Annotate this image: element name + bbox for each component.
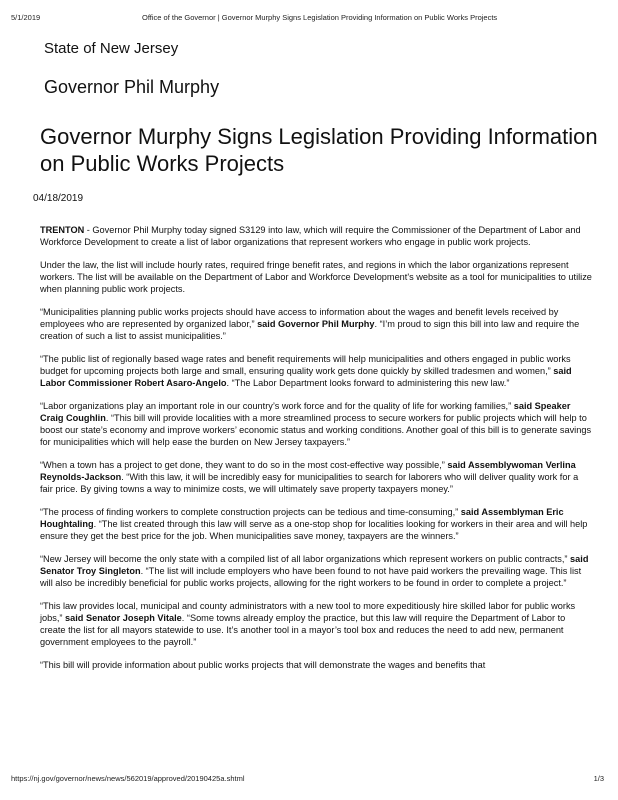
quote-singleton [40,553,592,589]
quote-vitale [40,600,592,648]
print-date: 5/1/2019 [11,13,41,22]
paragraph-truncated [40,659,592,671]
quote-speaker: said Assemblyman Eric Houghtaling [40,507,564,529]
quote-speaker: said Assemblywoman Verlina Reynolds-Jackson [40,460,576,482]
state-name[interactable]: State of New Jersey [44,40,179,57]
quote-text: “The process of finding workers to complete construction projects can be tedious and time-consuming,” [40,507,459,517]
quote-speaker: said Senator Troy Singleton [40,554,589,576]
paragraph-intro [40,224,592,248]
quote-houghtaling [40,506,592,542]
quote-speaker: said Speaker Craig Coughlin [40,401,571,423]
quote-text: . “This bill will provide localities with a more streamlined process to secure workers for public projects which will help to boost our state’s economy and improve workers’ economic status and working conditions. Another goal of this bill is to generate savings for municipalities which will help ease the burden on New Jersey taxpayers.” [40,413,592,447]
paragraph-text: - Governor Phil Murphy today signed S3129 into law, which will require the Commissioner of the Department of Labor and Workforce Development to create a list of labor organizations that represent workers who engage in public work projects. [40,225,581,247]
quote-speaker-coughlin [40,400,592,448]
quote-text: . “The list created through this law will serve as a one-stop shop for localities looking for workers in their area and will help ensure they get the best price for the job. When municipalities save money, taxpayers are the winners.” [40,519,588,541]
print-url: https://nj.gov/governor/news/news/562019/approved/20190425a.shtml [11,774,245,783]
quote-text: . “Some towns already employ the practice, but this law will require the Department of Labor to create the list for all mayors statewide to use. It’s another tool in a mayor’s tool box and reduces the need to add new, permanent government employees to the payroll.” [40,613,566,647]
quote-text: “Municipalities planning public works projects should have access to information about the wages and benefit levels received by employees who are represented by organized labor,” [40,307,559,329]
article-headline: Governor Murphy Signs Legislation Providing Information on Public Works Projects [40,124,598,176]
dateline: TRENTON [40,225,85,235]
quote-speaker: said Labor Commissioner Robert Asaro-Angelo [40,366,572,388]
paragraph-text: Under the law, the list will include hourly rates, required fringe benefit rates, and regions in which the labor organizations represent workers. The list will be available on the Department of Labor and Workforce Development's website as a tool for municipalities to utilize when planning public work projects. [40,260,592,294]
quote-text: . “The list will include employers who have been found to not have paid workers the prevailing wage. This list will also be incredibly beneficial for public works projects, allowing for the right workers to be found in order to complete a project.” [40,566,582,588]
quote-text: . “With this law, it will be incredibly easy for municipalities to search for laborers who will deliver quality work for a fair price. By giving towns a way to minimize costs, we will ultimately save property taxpayers money.” [40,472,579,494]
paragraph-list-details [40,259,592,295]
paragraph-text: “This bill will provide information about public works projects that will demonstrate the wages and benefits that [40,660,486,670]
quote-speaker: said Governor Phil Murphy [254,319,375,329]
quote-reynolds-jackson [40,459,592,495]
quote-labor-commissioner [40,353,592,389]
quote-governor [40,306,592,342]
quote-text: “Labor organizations play an important role in our country’s work force and for the quality of life for working families,” [40,401,512,411]
governor-name[interactable]: Governor Phil Murphy [44,77,220,97]
article-date: 04/18/2019 [33,193,84,204]
article-body [40,224,592,682]
print-page-number: 1/3 [593,774,604,783]
print-page-title: Office of the Governor | Governor Murphy Signs Legislation Providing Information on Public Works Projects [142,13,498,22]
quote-speaker: said Senator Joseph Vitale [62,613,182,623]
quote-text: . “The Labor Department looks forward to administering this new law.” [226,378,510,388]
quote-text: . “I’m proud to sign this bill into law and require the creation of such a list to assist municipalities.” [40,319,580,341]
quote-text: “When a town has a project to get done, they want to do so in the most cost-effective way possible,” [40,460,445,470]
quote-text: “The public list of regionally based wage rates and benefit requirements will help municipalities and others engaged in public works budget for upcoming projects both large and small, ensuring quality work gets done quickly by skilled tradesmen and women,” [40,354,571,376]
quote-text: “New Jersey will become the only state with a compiled list of all labor organizations which represent workers on public contracts,” [40,554,568,564]
quote-text: “This law provides local, municipal and county administrators with a new tool to more expeditiously hire skilled labor for public works jobs,” [40,601,576,623]
